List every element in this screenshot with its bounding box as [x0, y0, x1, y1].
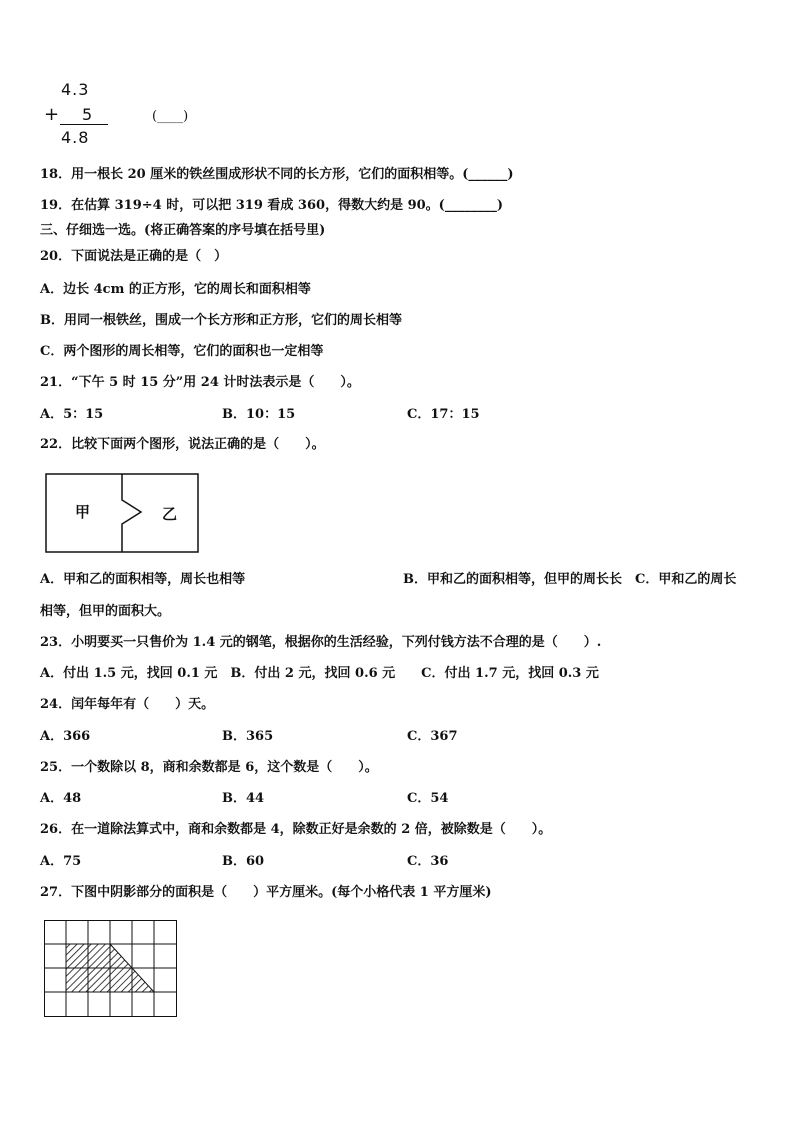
question-18: 18．用一根长 20 厘米的铁丝围成形状不同的长方形，它们的面积相等。(______) — [40, 167, 514, 182]
question-26-option-c: C．36 — [407, 854, 449, 869]
question-25-stem: 25．一个数除以 8，商和余数都是 6，这个数是（ ）。 — [40, 760, 378, 775]
question-27-stem: 27．下图中阴影部分的面积是（ ）平方厘米。(每个小格代表 1 平方厘米) — [40, 885, 492, 900]
question-24-option-b: B．365 — [222, 729, 274, 744]
question-24-stem: 24．闰年每年有（ ）天。 — [40, 697, 215, 712]
vertical-calc-result: 4.8 — [61, 128, 90, 147]
question-20-option-b: B．用同一根铁丝，围成一个长方形和正方形，它们的周长相等 — [40, 313, 402, 328]
vertical-calc-top: 4.3 — [61, 80, 90, 99]
question-26-option-a: A．75 — [40, 854, 82, 869]
question-27-grid-figure — [44, 920, 184, 1020]
question-22-option-b-c: B．甲和乙的面积相等，但甲的周长长 C．甲和乙的周长 — [403, 572, 737, 587]
question-20-option-c: C．两个图形的周长相等，它们的面积也一定相等 — [40, 344, 324, 359]
question-23-stem: 23．小明要买一只售价为 1.4 元的钢笔，根据你的生活经验，下列付钱方法不合理的是（ ）. — [40, 635, 602, 650]
question-21-option-b: B．10：15 — [222, 407, 296, 422]
vertical-calc-second: 5 — [82, 105, 94, 124]
question-25-option-a: A．48 — [40, 791, 82, 806]
vertical-calc-answer-blank: (____) — [152, 109, 189, 124]
question-26-stem: 26．在一道除法算式中，商和余数都是 4，除数正好是余数的 2 倍，被除数是（ ）。 — [40, 822, 552, 837]
question-24-option-c: C．367 — [407, 729, 458, 744]
vertical-calc-plus: + — [44, 104, 61, 125]
figure-label-jia: 甲 — [75, 503, 91, 521]
figure-label-yi: 乙 — [162, 505, 178, 523]
question-21-option-a: A．5：15 — [40, 407, 104, 422]
question-25-option-b: B．44 — [222, 791, 265, 806]
question-21-stem: 21．“下午 5 时 15 分”用 24 计时法表示是（ ）。 — [40, 375, 360, 390]
question-21-option-c: C．17：15 — [407, 407, 480, 422]
question-22-option-a: A．甲和乙的面积相等，周长也相等 — [40, 572, 246, 587]
question-19: 19．在估算 319÷4 时，可以把 319 看成 360，得数大约是 90。(________) — [40, 198, 503, 213]
question-24-option-a: A．366 — [40, 729, 91, 744]
vertical-calc-underline — [60, 124, 108, 125]
question-20-option-a: A．边长 4cm 的正方形，它的周长和面积相等 — [40, 282, 311, 297]
question-22-figure — [44, 472, 204, 558]
question-20-stem: 20．下面说法是正确的是（ ） — [40, 249, 228, 264]
question-26-option-b: B．60 — [222, 854, 265, 869]
section-3-heading: 三、仔细选一选。(将正确答案的序号填在括号里) — [40, 223, 326, 238]
question-22-continuation: 相等，但甲的面积大。 — [40, 604, 171, 619]
question-25-option-c: C．54 — [407, 791, 449, 806]
question-23-options: A．付出 1.5 元，找回 0.1 元 B．付出 2 元，找回 0.6 元 C．付出 1.7 元，找回 0.3 元 — [40, 666, 599, 681]
question-22-stem: 22．比较下面两个图形，说法正确的是（ ）。 — [40, 437, 325, 452]
